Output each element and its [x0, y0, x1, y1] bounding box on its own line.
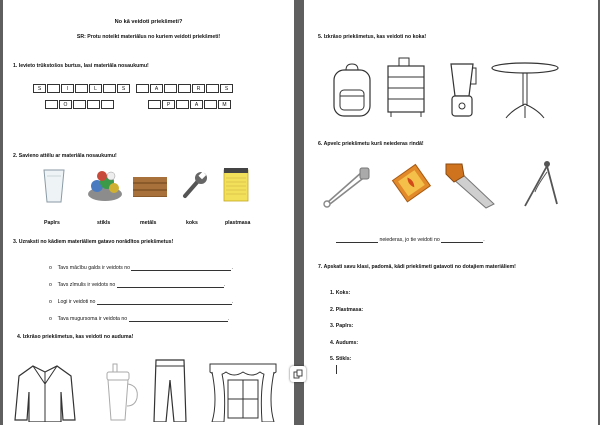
letter-box[interactable]: S	[33, 84, 46, 93]
task3-heading: 3. Uzraksti no kādiem materiāliem gatavo norādītos priekšmetus!	[13, 239, 174, 245]
wrench-icon	[179, 170, 209, 200]
page-title: No kā veidoti priekšmeti?	[114, 19, 183, 25]
jeans-icon	[153, 358, 187, 422]
word4-boxes	[148, 100, 232, 109]
backpack-icon	[330, 62, 374, 118]
task3-item: o Tavs mācību galds ir veidots no .	[49, 265, 233, 271]
letter-box[interactable]: M	[218, 100, 231, 109]
letter-box[interactable]	[178, 84, 191, 93]
label-metals: metāls	[140, 220, 157, 226]
text-cursor	[336, 365, 337, 374]
letter-box[interactable]: P	[162, 100, 175, 109]
label-plastmasa: plastmasa	[225, 220, 251, 226]
letter-box[interactable]	[47, 84, 60, 93]
table-icon	[490, 60, 560, 120]
dresser-icon	[385, 56, 427, 118]
page-subtitle: SR: Protu noteikt materiālus no kuriem veidoti priekšmeti!	[76, 34, 221, 40]
task1-heading: 1. Ievieto trūkstošos burtus, lasi materiāla nosaukumu!	[13, 63, 149, 69]
curtain-window-icon	[208, 362, 278, 422]
letter-box[interactable]	[148, 100, 161, 109]
compass-icon	[517, 158, 561, 210]
copy-pages-icon	[293, 369, 303, 379]
word2-boxes	[136, 84, 234, 93]
label-stikls: stikls	[97, 220, 111, 226]
letter-box[interactable]	[164, 84, 177, 93]
task7-item-plastmasa: 2. Plastmasa:	[330, 307, 364, 313]
letter-box[interactable]: S	[220, 84, 233, 93]
worksheet-page-1	[3, 0, 294, 425]
letter-box[interactable]	[73, 100, 86, 109]
letter-box[interactable]	[101, 100, 114, 109]
matchbox-icon	[390, 162, 434, 206]
letter-box[interactable]	[45, 100, 58, 109]
task2-heading: 2. Savieno attēlu ar materiāla nosaukumu!	[13, 153, 117, 159]
task7-item-koks: 1. Koks:	[330, 290, 351, 296]
letter-box[interactable]: O	[59, 100, 72, 109]
task7-heading: 7. Apskati savu klasi, padomā, kādi priekšmeti gatavoti no dotajiem materiāliem!	[318, 264, 516, 270]
worksheet-page-2	[304, 0, 598, 425]
letter-box[interactable]	[103, 84, 116, 93]
glass-icon	[41, 168, 67, 204]
task3-item: o Tava mugursoma ir veidota no .	[49, 316, 230, 322]
letter-box[interactable]: I	[61, 84, 74, 93]
word1-boxes	[33, 84, 131, 93]
task5-heading: 5. Izkrāso priekšmetus, kas veidoti no koka!	[318, 34, 427, 40]
crate-icon	[131, 173, 169, 199]
letter-box[interactable]	[204, 100, 217, 109]
letter-box[interactable]: A	[150, 84, 163, 93]
jacket-icon	[13, 362, 77, 422]
task7-item-papirs: 3. Papīrs:	[330, 323, 354, 329]
saw-icon	[444, 160, 496, 210]
task6-heading: 6. Apvelc priekšmetu kurš neiederas rindā!	[318, 141, 424, 147]
task3-item: o Logi ir veidoti no .	[49, 299, 234, 305]
task6-answer-line: neiederas, jo tie veidoti no .	[336, 237, 485, 243]
letter-box[interactable]: L	[89, 84, 102, 93]
trash-pile-icon	[87, 168, 123, 202]
page-toggle-button[interactable]	[290, 366, 306, 382]
word3-boxes	[45, 100, 115, 109]
letter-box[interactable]	[87, 100, 100, 109]
task7-item-stikls: 5. Stikls:	[330, 356, 352, 362]
task7-item-audums: 4. Audums:	[330, 340, 359, 346]
letter-box[interactable]	[206, 84, 219, 93]
letter-box[interactable]: A	[190, 100, 203, 109]
safety-pin-icon	[322, 164, 372, 208]
blender-icon	[447, 62, 477, 118]
letter-box[interactable]: R	[192, 84, 205, 93]
label-koks: koks	[186, 220, 198, 226]
letter-box[interactable]	[176, 100, 189, 109]
letter-box[interactable]	[136, 84, 149, 93]
letter-box[interactable]: S	[117, 84, 130, 93]
notepad-icon	[222, 166, 250, 202]
tumbler-icon	[99, 362, 143, 422]
letter-box[interactable]	[75, 84, 88, 93]
task3-item: o Tavs zīmulis ir veidots no .	[49, 282, 226, 288]
task4-heading: 4. Izkrāso priekšmetus, kas veidoti no auduma!	[17, 334, 134, 340]
label-papirs: Papīrs	[44, 220, 60, 226]
